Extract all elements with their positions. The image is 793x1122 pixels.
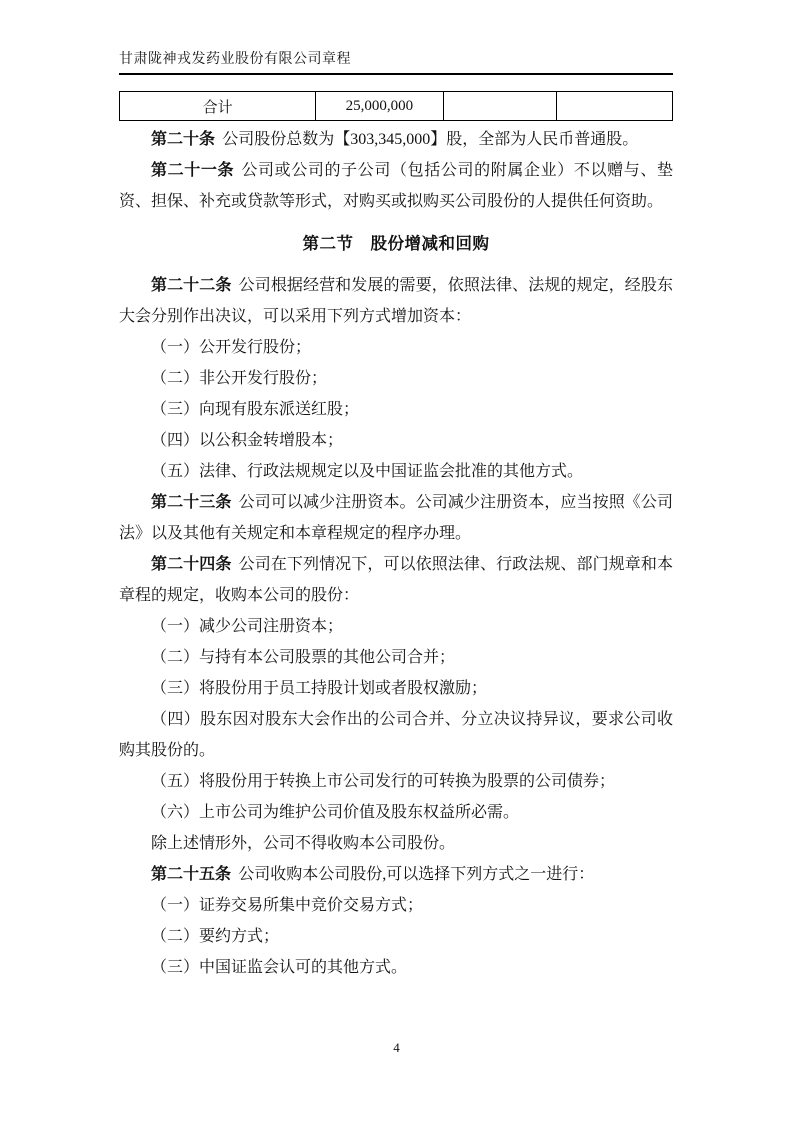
list-item: （一）公开发行股份； (151, 339, 312, 356)
article-number: 第二十一条 (151, 162, 235, 179)
article-number: 第二十条 (151, 131, 216, 148)
article-number: 第二十二条 (151, 277, 232, 294)
list-item: （四）股东因对股东大会作出的公司合并、分立决议持异议，要求公司收购其股份的。 (119, 711, 673, 759)
list-item: （五）法律、行政法规规定以及中国证监会批准的其他方式。 (151, 463, 584, 480)
article-paragraph-23 (119, 487, 673, 549)
closing-paragraph: 除上述情形外，公司不得收购本公司股份。 (151, 835, 456, 852)
share-summary-table (119, 91, 673, 121)
list-item: （四）以公积金转增股本； (151, 432, 344, 449)
list-item: （一）证券交易所集中竞价交易方式； (151, 897, 424, 914)
article-text: 公司或公司的子公司（包括公司的附属企业）不以赠与、垫资、担保、补充或贷款等形式，对购买或拟购买公司股份的人提供任何资助。 (119, 162, 673, 210)
list-item: （六）上市公司为维护公司价值及股东权益所必需。 (151, 804, 520, 821)
table-row-total (120, 92, 673, 121)
table-cell-empty-2 (556, 92, 672, 121)
articles-body (119, 124, 673, 983)
article-text: 公司收购本公司股份,可以选择下列方式之一进行： (238, 866, 595, 883)
document-header-title: 甘肃陇神戎发药业股份有限公司章程 (119, 51, 673, 75)
list-item: （二）与持有本公司股票的其他公司合并； (151, 649, 456, 666)
list-item: （一）减少公司注册资本； (151, 618, 344, 635)
article-number: 第二十四条 (151, 556, 232, 573)
article-text: 公司根据经营和发展的需要，依照法律、法规的规定，经股东大会分别作出决议，可以采用下列方式增加资本： (119, 277, 673, 325)
article-paragraph-22 (119, 270, 673, 332)
list-item: （三）将股份用于员工持股计划或者股权激励； (151, 680, 488, 697)
table-cell-total-label: 合计 (120, 92, 316, 121)
list-item: （二）非公开发行股份； (151, 370, 328, 387)
list-item: （五）将股份用于转换上市公司发行的可转换为股票的公司债券； (151, 773, 616, 790)
page-content (119, 51, 673, 983)
list-item: （三）中国证监会认可的其他方式。 (151, 959, 408, 976)
article-number: 第二十三条 (151, 494, 232, 511)
list-item: （二）要约方式； (151, 928, 280, 945)
article-number: 第二十五条 (151, 866, 232, 883)
article-paragraph-25 (119, 859, 673, 890)
article-paragraph-21 (119, 155, 673, 217)
article-text: 公司在下列情况下，可以依照法律、行政法规、部门规章和本章程的规定，收购本公司的股份： (119, 556, 673, 604)
table-cell-empty-1 (443, 92, 556, 121)
article-text: 公司可以减少注册资本。公司减少注册资本，应当按照《公司法》以及其他有关规定和本章程规定的程序办理。 (119, 494, 673, 542)
section-heading: 第二节 股份增减和回购 (302, 234, 490, 253)
list-item: （三）向现有股东派送红股； (151, 401, 360, 418)
article-paragraph-24 (119, 549, 673, 611)
table-cell-total-value: 25,000,000 (316, 92, 443, 121)
page-number: 4 (393, 1040, 400, 1055)
article-text: 公司股份总数为【303,345,000】股，全部为人民币普通股。 (222, 131, 639, 148)
article-paragraph-20 (119, 124, 673, 155)
